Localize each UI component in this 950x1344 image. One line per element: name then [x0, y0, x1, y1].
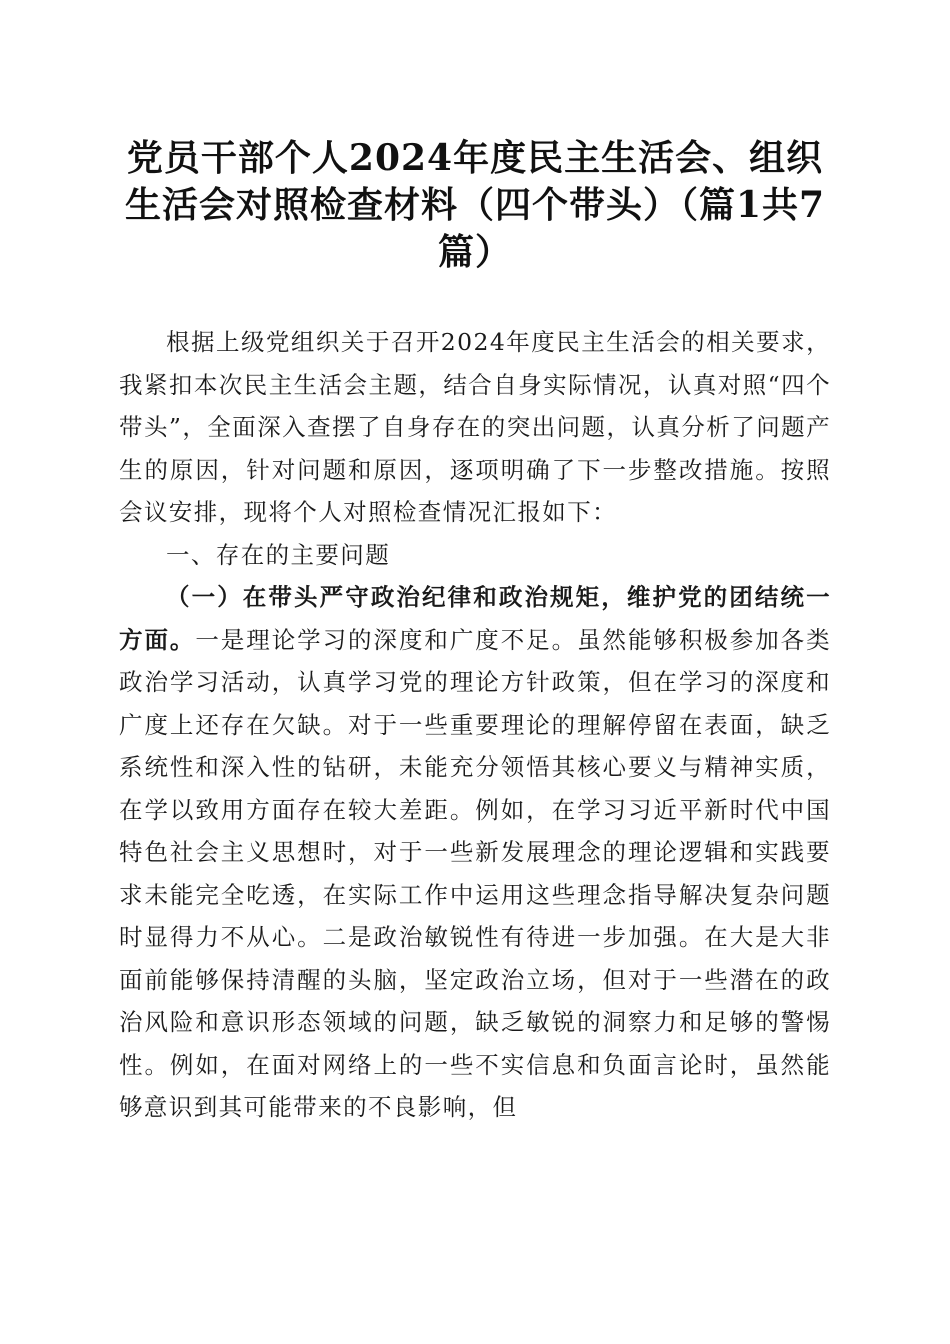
subsection-paragraph	[119, 576, 831, 1129]
document-body	[119, 321, 831, 1129]
subsection-body-text: 一是理论学习的深度和广度不足。虽然能够积极参加各类政治学习活动，认真学习党的理论方针政策，但在学习的深度和广度上还存在欠缺。对于一些重要理论的理解停留在表面，缺乏系统性和深入性的钻研，未能充分领悟其核心要义与精神实质，在学以致用方面存在较大差距。例如，在学习习近平新时代中国特色社会主义思想时，对于一些新发展理念的理论逻辑和实践要求未能完全吃透，在实际工作中运用这些理念指导解决复杂问题时显得力不从心。二是政治敏锐性有待进一步加强。在大是大非面前能够保持清醒的头脑，坚定政治立场，但对于一些潜在的政治风险和意识形态领域的问题，缺乏敏锐的洞察力和足够的警惕性。例如，在面对网络上的一些不实信息和负面言论时，虽然能够意识到其可能带来的不良影响，但	[119, 625, 832, 1121]
document-title: 党员干部个人2024年度民主生活会、组织生活会对照检查材料（四个带头）（篇1共7篇）	[124, 137, 826, 273]
section-heading-problems: 一、存在的主要问题	[166, 540, 391, 569]
subsection-heading-political-discipline: （一）在带头严守政治纪律和政治规矩，维护党的团结统一方面。	[119, 583, 831, 654]
intro-paragraph: 根据上级党组织关于召开2024年度民主生活会的相关要求，我紧扣本次民主生活会主题，结合自身实际情况，认真对照“四个带头”，全面深入查摆了自身存在的突出问题，认真分析了问题产生的原因，针对问题和原因，逐项明确了下一步整改措施。按照会议安排，现将个人对照检查情况汇报如下：	[119, 328, 831, 526]
